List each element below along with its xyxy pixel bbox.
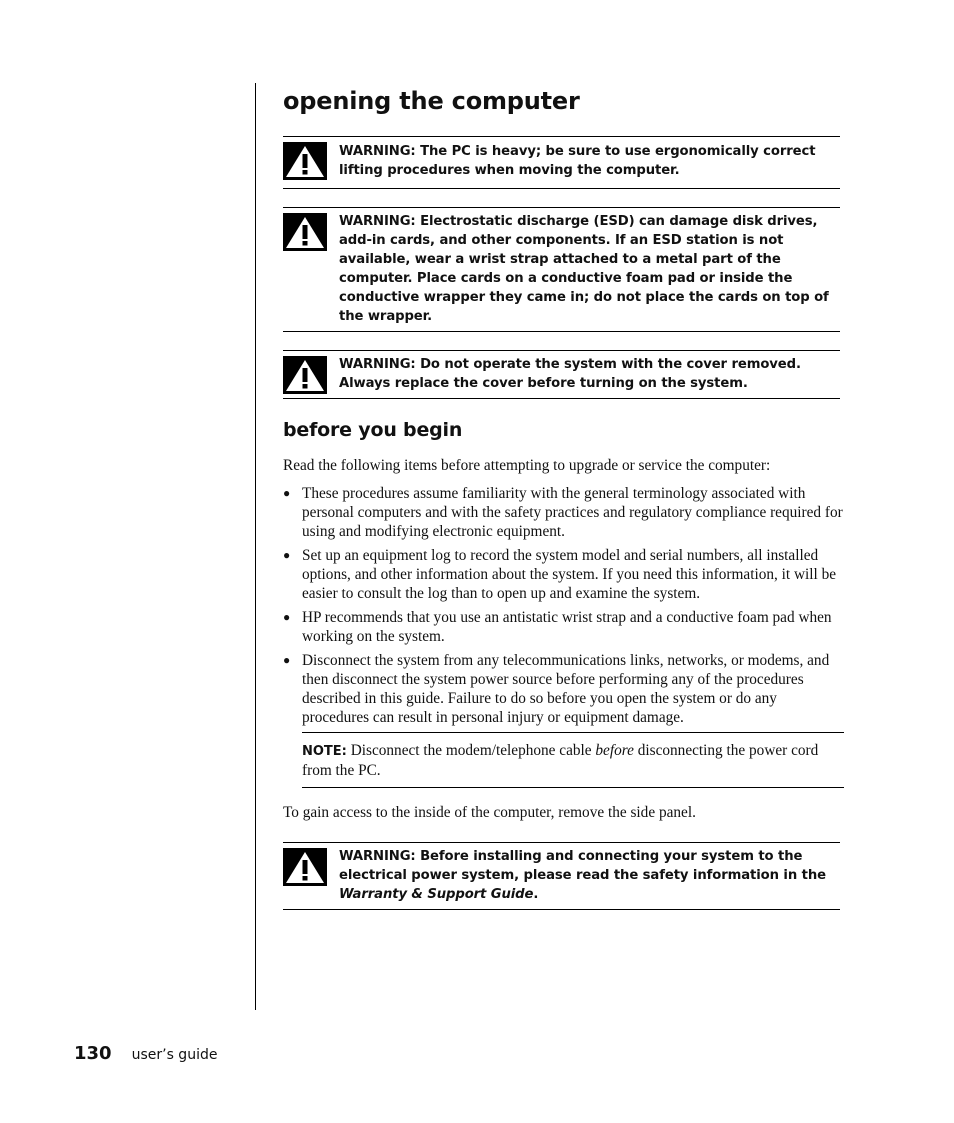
- margin-rule: [255, 83, 256, 1010]
- note-box: [302, 732, 844, 788]
- access-instruction: To gain access to the inside of the computer, remove the side panel.: [283, 804, 696, 821]
- warning-text: WARNING: The PC is heavy; be sure to use ergonomically correct lifting procedures when moving the computer.: [339, 144, 816, 178]
- warning-text-end: .: [533, 887, 539, 902]
- warning-triangle-icon: [283, 843, 339, 909]
- page-number: 130: [74, 1043, 112, 1064]
- warning-text: WARNING: Electrostatic discharge (ESD) can damage disk drives, add-in cards, and other components. If an ESD station is not available, wear a wrist strap attached to a metal part of the computer. Place cards on a conductive foam pad or inside the conductive wrapper they came in; do not place the cards on top of the wrapper.: [339, 214, 829, 324]
- section-title: before you begin: [283, 419, 463, 441]
- list-item: [283, 651, 843, 727]
- list-item-text: Set up an equipment log to record the system model and serial numbers, all installed options, and other information about the system. If you need this information, it will be easier to consult the log than to open up and examine the system.: [302, 547, 837, 602]
- warning-triangle-icon: [283, 208, 339, 331]
- bullet-icon: ●: [283, 486, 291, 500]
- bullet-icon: ●: [283, 548, 291, 562]
- warning-text: [339, 843, 840, 909]
- list-item: [283, 484, 843, 541]
- note-text: Disconnect the modem/telephone cable: [346, 742, 596, 759]
- guide-label: user’s guide: [131, 1047, 218, 1063]
- warning-box: [283, 842, 840, 910]
- note-text-end: disconnecting the power cord from the PC.: [302, 742, 819, 779]
- page-footer: [74, 1043, 217, 1064]
- bullet-icon: ●: [283, 610, 291, 624]
- note-emphasis: before: [595, 742, 634, 759]
- section-intro: Read the following items before attempting to upgrade or service the computer:: [283, 457, 771, 474]
- warning-triangle-icon: [283, 137, 339, 188]
- list-item: [283, 608, 843, 646]
- page-title: opening the computer: [283, 87, 580, 115]
- warning-text-start: WARNING: Before installing and connecting your system to the electrical power system, please read the safety information in the: [339, 849, 826, 883]
- warning-text: WARNING: Do not operate the system with the cover removed. Always replace the cover before turning on the system.: [339, 357, 801, 391]
- prerequisite-list: [283, 484, 843, 727]
- list-item-text: Disconnect the system from any telecommunications links, networks, or modems, and then disconnect the system power source before performing any of the procedures described in this guide. Failure to do so before you open the system or do any procedures can result in personal injury or equipment damage.: [302, 652, 830, 726]
- list-item-text: HP recommends that you use an antistatic wrist strap and a conductive foam pad when working on the system.: [302, 609, 832, 645]
- list-item-text: These procedures assume familiarity with the general terminology associated with personal computers and with the safety practices and regulatory compliance required for using and modifying electronic equipment.: [302, 485, 843, 540]
- warning-box: [283, 136, 840, 189]
- list-item: [283, 546, 843, 603]
- page-content: [283, 84, 843, 910]
- warning-triangle-icon: [283, 351, 339, 398]
- warning-guide-title: Warranty & Support Guide: [339, 887, 534, 902]
- bullet-icon: ●: [283, 653, 291, 667]
- note-label: NOTE:: [302, 744, 347, 759]
- warning-box: [283, 207, 840, 332]
- warning-box: [283, 350, 840, 399]
